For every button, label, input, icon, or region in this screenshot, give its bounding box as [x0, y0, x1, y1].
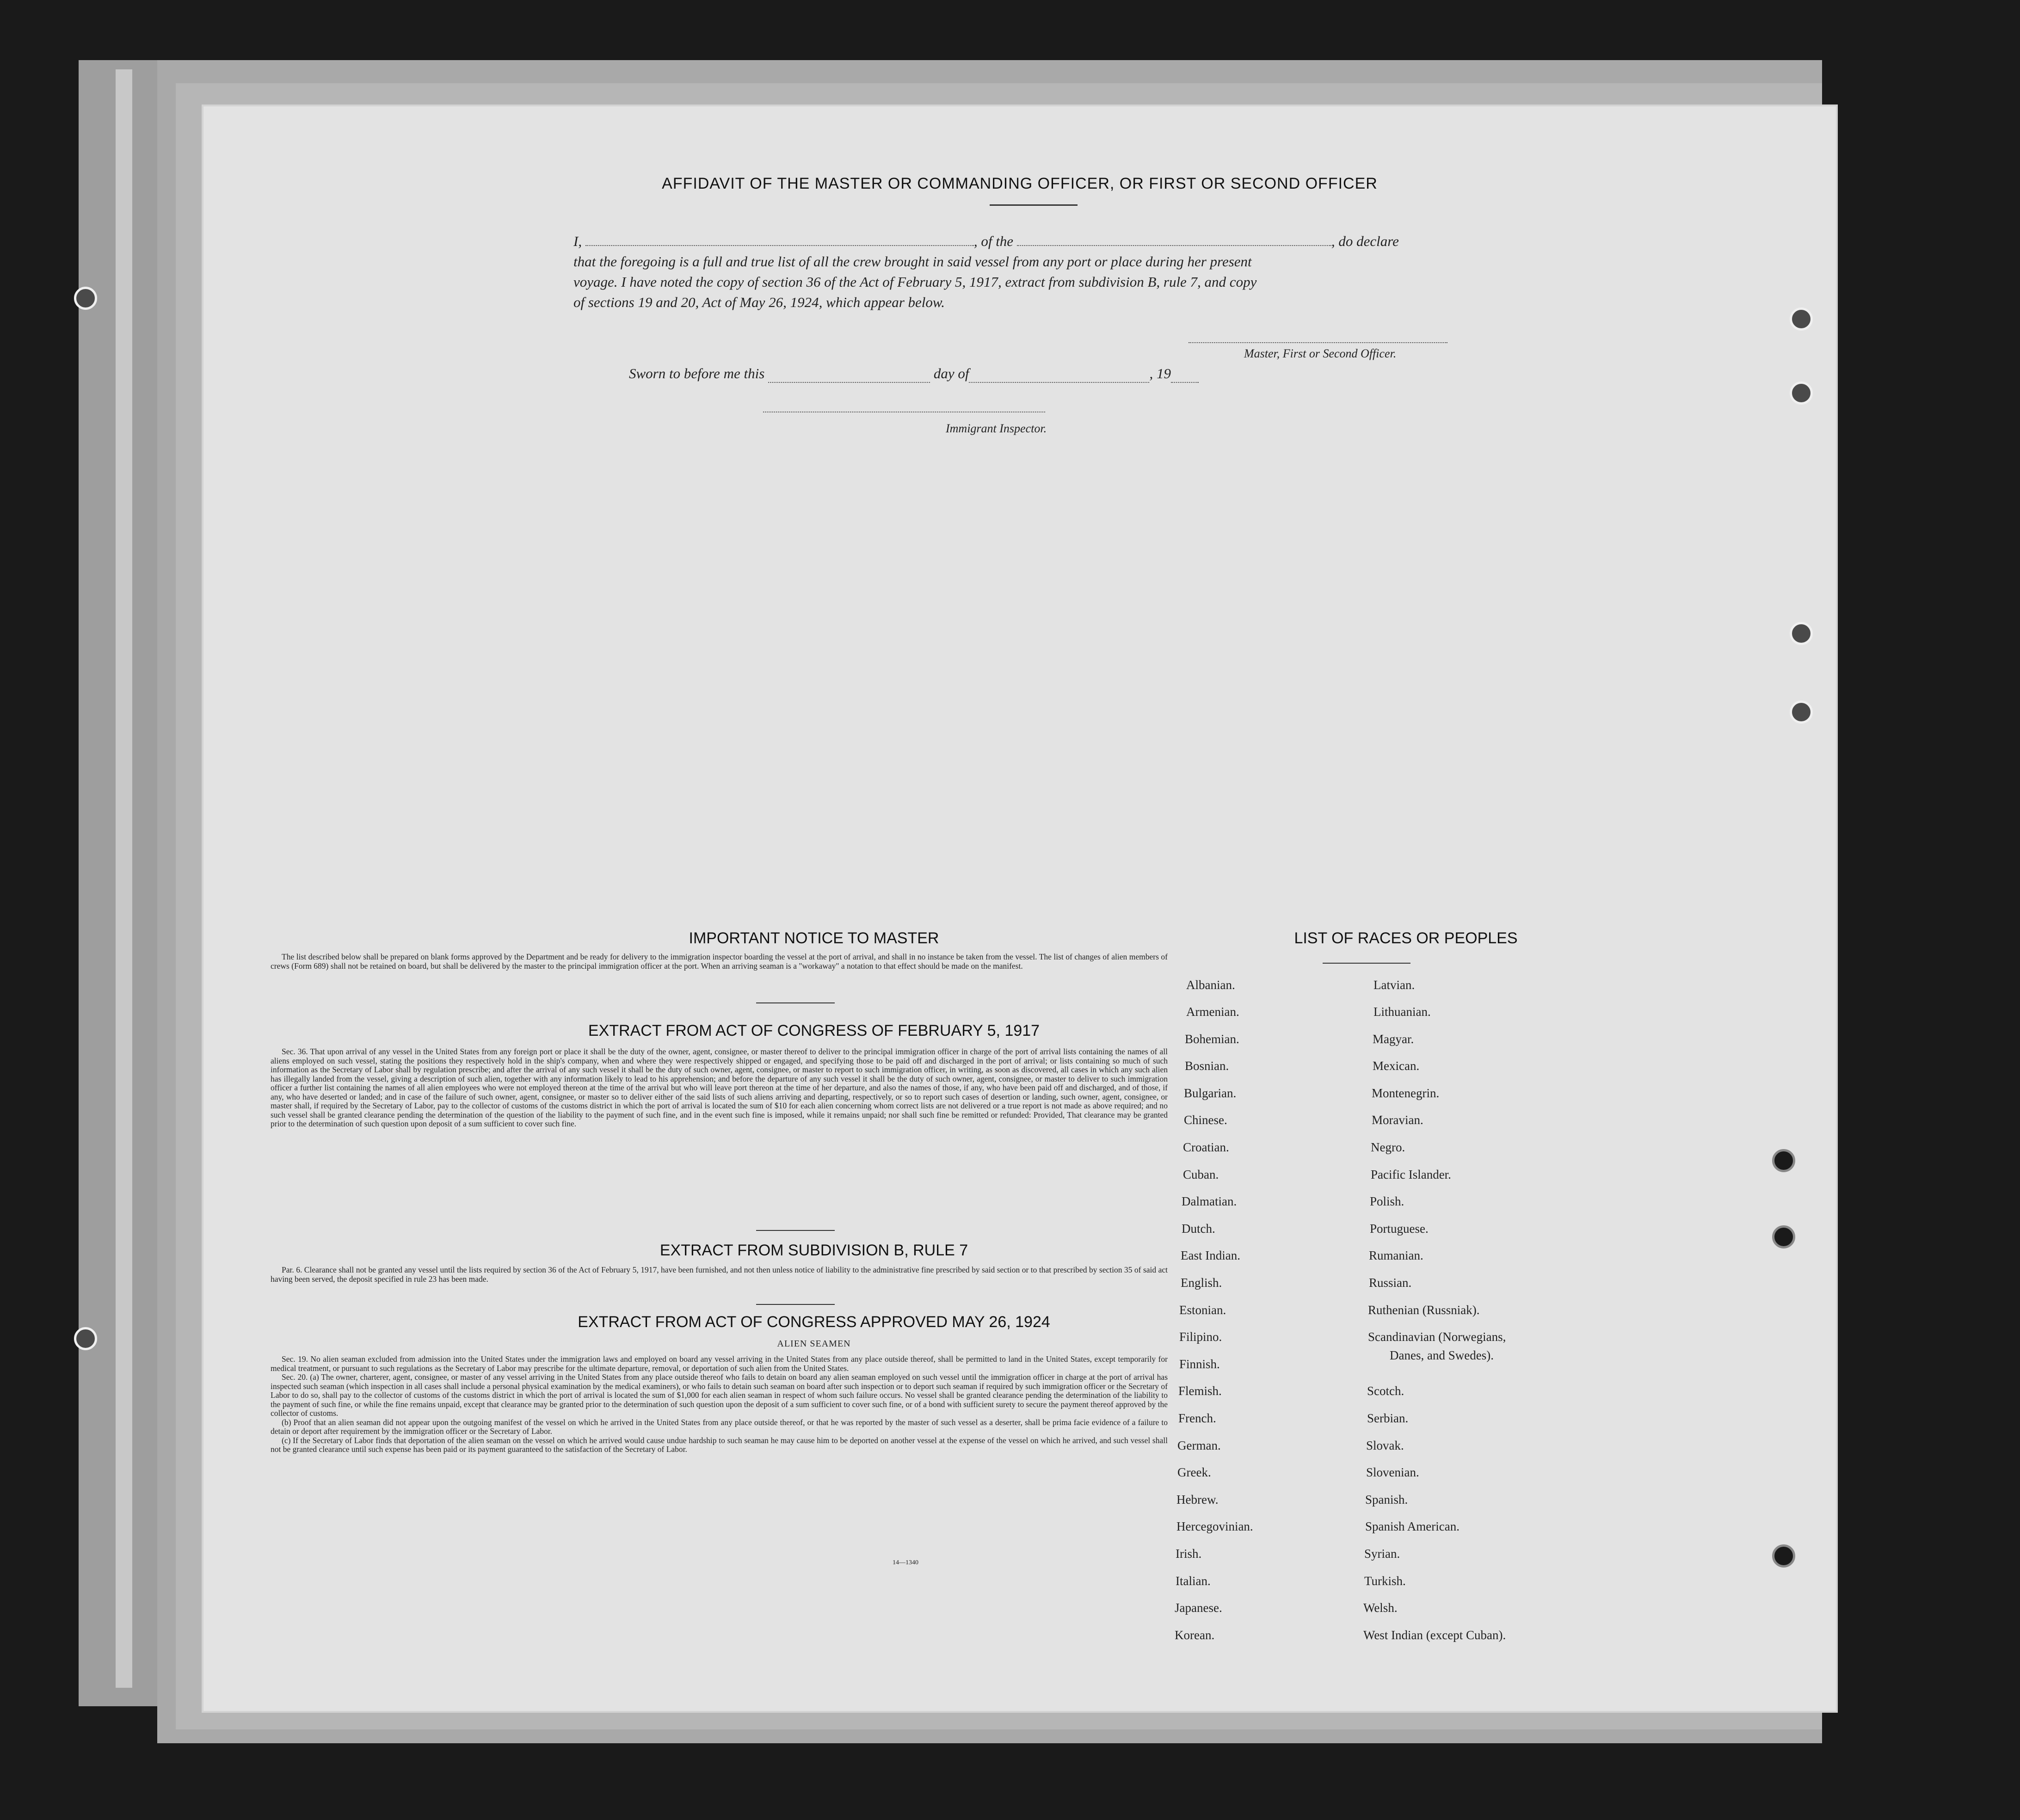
race-col1-item: Greek.	[1177, 1465, 1211, 1479]
race-col1-item: French.	[1178, 1411, 1216, 1425]
extract-1917-title: EXTRACT FROM ACT OF CONGRESS OF FEBRUARY 5, 1917	[588, 1022, 1040, 1039]
race-col2-item: Portuguese.	[1370, 1222, 1429, 1236]
race-col1-item: Bulgarian.	[1184, 1086, 1237, 1100]
race-col1-item: Estonian.	[1179, 1303, 1226, 1317]
declaration-line-3: voyage. I have noted the copy of section 36 of the Act of February 5, 1917, extract from subdivision B, rule 7, and copy	[573, 274, 1257, 290]
race-col2-item: Serbian.	[1367, 1411, 1409, 1425]
race-col1-item: Cuban.	[1183, 1168, 1219, 1181]
declaration-of-the: , of the	[973, 233, 1014, 249]
punch-hole	[1790, 307, 1813, 331]
race-col1-item: Hebrew.	[1176, 1493, 1219, 1506]
extract-1917-paragraph: Sec. 36. That upon arrival of any vessel in the United States from any foreign port or place it shall be the duty of the owner, agent, consignee, or master thereof to deliver to the principal immigration officer in charge of the port of arrival lists containing the names of all aliens employed on such vessel, stating the positions they respectively hold in the ship's company, when and where they were respectively shipped or engaged, and specifying those to be paid off and discharged in the port of arrival; or lists containing so much of such information as the Secretary of Labor shall by regulation prescribe; and after the arrival of any such vessel it shall be the duty of such owner, agent, consignee, or master to report to such immigration officer, in writing, as soon as discovered, all cases in which any such alien has illegally landed from the vessel, giving a description of such alien, together with any information likely to lead to his apprehension; and before the departure of any such vessel it shall be the duty of such owner, agent, consignee, or master to deliver to such immigration officer a further list containing the names of all alien employees who were not employed thereon at the time of the arrival but who will leave port thereon at the time of her departure, and also the names of those, if any, who have been paid off and discharged, and of those, if any, who have deserted or landed; and in case of the failure of such owner, agent, consignee, or master so to deliver either of the said lists of such aliens arriving and departing, respectively, or so to report such cases of desertion or landing, such owner, agent, consignee, or master shall, if required by the Secretary of Labor, pay to the collector of customs of the customs district in which the port of arrival is located the sum of $10 for each alien concerning whom correct lists are not delivered or a true report is not made as above required; and no such vessel shall be granted clearance pending the determination of the question of the liability to the payment of such fine, and in the event such fine is imposed, while it remains unpaid; nor shall such fine be remitted or refunded: Provided, That clearance may be granted prior to the determination of such question upon deposit of a sum sufficient to cover such fine.	[271, 1047, 1168, 1128]
race-col2-item: Ruthenian (Russniak).	[1368, 1303, 1480, 1317]
race-col2-item: Polish.	[1370, 1194, 1404, 1208]
sworn-day-of: day of	[933, 365, 969, 381]
extract-1917-body	[271, 1047, 1168, 1129]
race-col2-item: Scotch.	[1367, 1384, 1404, 1398]
race-col2-item: Scandinavian (Norwegians,	[1368, 1330, 1506, 1344]
race-col2-item: Turkish.	[1364, 1574, 1406, 1588]
race-col1-item: Albanian.	[1186, 978, 1235, 992]
race-col1-item: Irish.	[1176, 1547, 1202, 1561]
race-col2-item: Welsh.	[1363, 1601, 1398, 1615]
binder-ring	[74, 287, 97, 310]
race-col2-item: Magyar.	[1373, 1032, 1414, 1046]
rule7-body	[271, 1266, 1168, 1284]
race-col1-item: Finnish.	[1179, 1357, 1220, 1371]
declaration-i: I,	[573, 233, 582, 249]
race-col2-item: Pacific Islander.	[1371, 1168, 1451, 1181]
race-col2-item: Russian.	[1369, 1276, 1412, 1290]
race-col1-item: Japanese.	[1175, 1601, 1222, 1615]
punch-hole	[1790, 701, 1813, 724]
declaration-line-1	[573, 231, 1489, 252]
race-col2-item: Lithuanian.	[1373, 1005, 1431, 1019]
sec19-paragraph: Sec. 19. No alien seaman excluded from admission into the United States under the immigration laws and employed on board any vessel arriving in the United States from any place outside thereof, shall be permitted to land in the United States, except temporarily for medical treatment, or pursuant to such regulations as the Secretary of Labor may prescribe for the ultimate departure, removal, or deportation of such alien from the United States.	[271, 1354, 1168, 1373]
sec20c-paragraph: (c) If the Secretary of Labor finds that deportation of the alien seaman on the vessel on which he arrived would cause undue hardship to such seaman he may cause him to be deported on another vessel at the expense of the vessel on which he arrived, and such vessel shall not be granted clearance until such expense has been paid or its payment guaranteed to the satisfaction of the Secretary of Labor.	[271, 1435, 1168, 1454]
race-col2-item: Mexican.	[1373, 1059, 1420, 1073]
inspector-caption: Immigrant Inspector.	[946, 422, 1047, 435]
race-col1-item: Chinese.	[1184, 1113, 1227, 1127]
race-col2-item: Montenegrin.	[1372, 1086, 1440, 1100]
punch-hole	[1772, 1149, 1795, 1172]
sec20a-paragraph: Sec. 20. (a) The owner, charterer, agent, consignee, or master of any vessel arriving in the United States from any place outside thereof who fails to detain on board any alien seaman employed on such vessel until the immigration officer in charge at the port of arrival has inspected such seaman (which inspection in all cases shall include a personal physical examination by the medical examiners), or who fails to detain such seaman on board after such inspection or to deport such seaman if required by such immigration officer or the Secretary of Labor to do so, shall pay to the collector of customs of the customs district in which the port of arrival is located the sum of $1,000 for each alien seaman in respect of whom such failure occurs. No vessel shall be granted clearance pending the determination of the liability to the payment of such fine, or while the fine remains unpaid, except that clearance may be granted prior to the determination of such question upon the deposit of a sum sufficient to cover such fine, or of a bond with sufficient surety to secure the payment thereof approved by the collector of customs.	[271, 1372, 1168, 1418]
race-col2-item: Negro.	[1371, 1140, 1405, 1154]
race-col1-item: Croatian.	[1183, 1140, 1229, 1154]
notice-paragraph: The list described below shall be prepared on blank forms approved by the Department and be ready for delivery to the immigration inspector boarding the vessel at the port of arrival, and shall in no instance be taken from the vessel. The list of changes of alien members of crews (Form 689) shall not be retained on board, but shall be delivered by the master to the principal immigration officer at the port. When an arriving seaman is a "workaway" a notation to that effect should be made on the manifest.	[271, 952, 1168, 971]
extract-1924-title: EXTRACT FROM ACT OF CONGRESS APPROVED MAY 26, 1924	[578, 1313, 1050, 1331]
punch-hole	[1772, 1544, 1795, 1568]
race-col1-item: Dalmatian.	[1182, 1194, 1237, 1208]
race-col1-item: Armenian.	[1186, 1005, 1239, 1019]
sworn-day-field[interactable]	[768, 365, 930, 383]
vessel-field[interactable]	[1017, 235, 1331, 246]
punch-hole	[1772, 1225, 1795, 1248]
extract-1924-body	[271, 1355, 1168, 1454]
race-col1-item: Filipino.	[1179, 1330, 1222, 1344]
sworn-year-field[interactable]	[1171, 365, 1199, 383]
race-col2-item: Rumanian.	[1369, 1248, 1423, 1262]
binder-strip	[116, 69, 132, 1688]
sworn-text: Sworn to before me this	[629, 365, 765, 381]
race-col1-item: Hercegovinian.	[1176, 1519, 1253, 1533]
race-col2-item: Spanish American.	[1365, 1519, 1460, 1533]
race-col2-item: Syrian.	[1364, 1547, 1400, 1561]
rule7-title: EXTRACT FROM SUBDIVISION B, RULE 7	[659, 1242, 968, 1259]
alien-seamen-subtitle: ALIEN SEAMEN	[777, 1339, 851, 1349]
race-col1-item: English.	[1181, 1276, 1222, 1290]
affidavit-title: AFFIDAVIT OF THE MASTER OR COMMANDING OFFICER, OR FIRST OR SECOND OFFICER	[662, 175, 1378, 192]
affidavit-declaration	[573, 231, 1489, 313]
notice-title: IMPORTANT NOTICE TO MASTER	[689, 929, 939, 947]
section-divider	[756, 1002, 835, 1003]
race-col1-item: Italian.	[1176, 1574, 1211, 1588]
race-col1-item: Korean.	[1175, 1628, 1215, 1642]
master-caption: Master, First or Second Officer.	[1244, 347, 1397, 360]
section-divider	[756, 1230, 835, 1231]
race-col1-item: Dutch.	[1182, 1222, 1215, 1236]
race-col2-item: Danes, and Swedes).	[1390, 1348, 1494, 1362]
races-divider	[1323, 963, 1410, 964]
punch-hole	[1790, 622, 1813, 645]
declaration-line-4: of sections 19 and 20, Act of May 26, 1924, which appear below.	[573, 294, 945, 310]
document-page	[203, 106, 1836, 1711]
sec20b-paragraph: (b) Proof that an alien seaman did not appear upon the outgoing manifest of the vessel on which he arrived in the United States from any place outside thereof, or that he was reported by the master of such vessel as a deserter, shall be prima facie evidence of a failure to detain or deport after requirement by the immigration officer or the Secretary of Labor.	[271, 1417, 1168, 1436]
declaration-line-2: that the foregoing is a full and true list of all the crew brought in said vessel from any port or place during her present	[573, 253, 1252, 270]
sworn-line	[629, 365, 1199, 383]
race-col1-item: Flemish.	[1178, 1384, 1222, 1398]
sworn-year-prefix: , 19	[1149, 365, 1171, 381]
form-number: 14—1340	[893, 1559, 918, 1566]
race-col2-item: Latvian.	[1373, 978, 1415, 992]
section-divider	[756, 1304, 835, 1305]
name-field[interactable]	[585, 235, 974, 246]
races-title: LIST OF RACES OR PEOPLES	[1294, 929, 1518, 947]
race-col2-item: Slovenian.	[1366, 1465, 1419, 1479]
punch-hole	[1790, 381, 1813, 405]
race-col2-item: West Indian (except Cuban).	[1363, 1628, 1506, 1642]
race-col1-item: Bosnian.	[1185, 1059, 1229, 1073]
master-signature-line[interactable]	[1189, 342, 1447, 343]
race-col1-item: Bohemian.	[1185, 1032, 1239, 1046]
notice-body	[271, 953, 1168, 971]
declaration-do-declare: , do declare	[1331, 233, 1399, 249]
binder-ring	[74, 1327, 97, 1350]
sworn-month-field[interactable]	[969, 365, 1149, 383]
title-divider	[990, 204, 1078, 206]
race-col1-item: German.	[1177, 1439, 1221, 1452]
race-col2-item: Slovak.	[1366, 1439, 1404, 1452]
race-col2-item: Moravian.	[1372, 1113, 1423, 1127]
race-col2-item: Spanish.	[1365, 1493, 1408, 1506]
rule7-paragraph: Par. 6. Clearance shall not be granted any vessel until the lists required by section 36 of the Act of February 5, 1917, have been furnished, and not then unless notice of liability to the administrative fine prescribed by said section or to that prescribed by section 35 of said act having been served, the deposit specified in rule 23 has been made.	[271, 1265, 1168, 1284]
race-col1-item: East Indian.	[1181, 1248, 1240, 1262]
